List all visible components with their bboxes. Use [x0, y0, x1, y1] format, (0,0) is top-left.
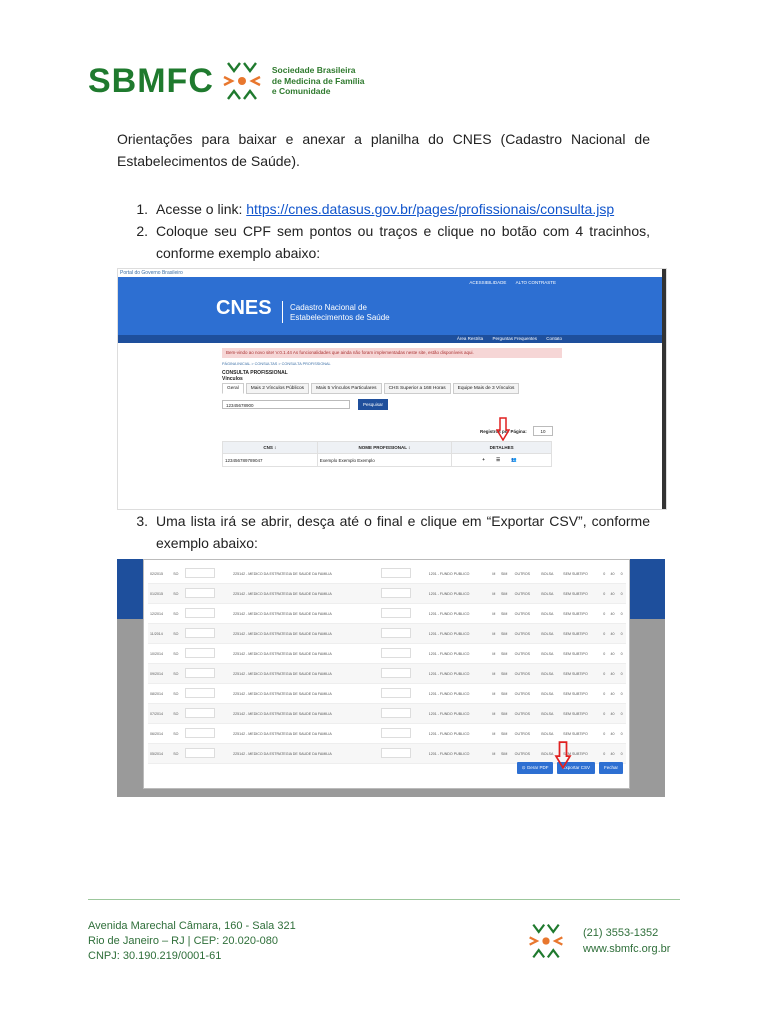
step-text: Acesse o link: [156, 201, 247, 217]
table-cell: SIM [499, 644, 513, 664]
table-cell: 0 [601, 624, 608, 644]
cnes-navbar [118, 335, 666, 343]
table-cell: 225142 - MEDICO DA ESTRATEGIA DE SAUDE DA FAMILIA [231, 664, 379, 684]
table-cell: SEM SUBTIPO [561, 724, 601, 744]
table-cell: 0 [601, 744, 608, 764]
page-heading [222, 370, 288, 382]
table-cell: SEM SUBTIPO [561, 604, 601, 624]
cpf-input[interactable]: 12345678900 [222, 400, 350, 409]
col-cns[interactable]: CNS ↕ [223, 442, 318, 454]
table-cell: 0 [619, 584, 626, 604]
table-cell: SO [171, 624, 183, 644]
table-cell: BOLSA [539, 644, 561, 664]
table-cell: OUTROS [513, 704, 540, 724]
table-cell: 225142 - MEDICO DA ESTRATEGIA DE SAUDE DA FAMILIA [231, 644, 379, 664]
table-cell: 1201 - FUNDO PUBLICO [427, 624, 491, 644]
table-cell: 40 [608, 624, 618, 644]
table-cell: 225142 - MEDICO DA ESTRATEGIA DE SAUDE DA FAMILIA [231, 744, 379, 764]
readonly-box [185, 748, 215, 758]
nav-faq[interactable]: Perguntas Frequentes [492, 336, 537, 341]
website-link[interactable]: www.sbmfc.org.br [583, 943, 671, 955]
table-cell: 225142 - MEDICO DA ESTRATEGIA DE SAUDE DA FAMILIA [231, 724, 379, 744]
table-cell: OUTROS [513, 684, 540, 704]
table-cell: BOLSA [539, 624, 561, 644]
table-cell: 0 [619, 564, 626, 584]
table-row [148, 624, 626, 644]
cnes-title-line: Cadastro Nacional de [290, 303, 367, 312]
table-cell: 0 [619, 624, 626, 644]
cell-name: Exemplo Exemplo Exemplo [317, 454, 452, 467]
tab-chs[interactable]: CHS Superior a 168 Horas [384, 383, 451, 394]
steps-list [117, 198, 650, 264]
readonly-box [185, 568, 215, 578]
tab-equipe[interactable]: Equipe Mais de 3 Vínculos [453, 383, 520, 394]
table-row [148, 664, 626, 684]
table-cell: 225142 - MEDICO DA ESTRATEGIA DE SAUDE DA FAMILIA [231, 584, 379, 604]
table-cell: M [490, 564, 499, 584]
table-row [148, 584, 626, 604]
table-cell: 0 [619, 744, 626, 764]
table-cell: OUTROS [513, 584, 540, 604]
table-cell: 40 [608, 744, 618, 764]
table-cell: SO [171, 604, 183, 624]
table-cell: BOLSA [539, 684, 561, 704]
table-cell: SO [171, 724, 183, 744]
input-cell [183, 724, 231, 744]
table-cell: SIM [499, 744, 513, 764]
table-cell: OUTROS [513, 724, 540, 744]
table-cell: 40 [608, 724, 618, 744]
table-cell: BOLSA [539, 564, 561, 584]
table-cell: SEM SUBTIPO [561, 744, 601, 764]
table-cell: BOLSA [539, 704, 561, 724]
table-cell: 1201 - FUNDO PUBLICO [427, 564, 491, 584]
export-screenshot [117, 559, 665, 797]
address-line: CNPJ: 30.190.219/0001-61 [88, 950, 222, 962]
input-cell [183, 604, 231, 624]
address-line: Rio de Janeiro – RJ | CEP: 20.020-080 [88, 935, 278, 947]
table-cell: SO [171, 704, 183, 724]
table-cell: 1201 - FUNDO PUBLICO [427, 724, 491, 744]
cnes-link[interactable]: https://cnes.datasus.gov.br/pages/profissionais/consulta.jsp [246, 201, 615, 217]
step-number: 3. [136, 513, 148, 529]
address-line: Avenida Marechal Câmara, 160 - Sala 321 [88, 920, 296, 932]
vinculos-tabs [222, 383, 521, 394]
input-cell [183, 744, 231, 764]
table-cell: 1201 - FUNDO PUBLICO [427, 644, 491, 664]
readonly-box [381, 628, 411, 638]
input-cell [379, 664, 427, 684]
table-cell: 0 [601, 704, 608, 724]
tab-geral[interactable]: Geral [222, 383, 244, 394]
input-cell [183, 584, 231, 604]
table-cell: OUTROS [513, 604, 540, 624]
table-cell: SO [171, 584, 183, 604]
step-2 [117, 220, 650, 264]
table-cell: BOLSA [539, 664, 561, 684]
table-cell: 0 [601, 604, 608, 624]
table-cell: 225142 - MEDICO DA ESTRATEGIA DE SAUDE DA FAMILIA [231, 564, 379, 584]
step-1 [117, 198, 650, 220]
table-cell: 40 [608, 684, 618, 704]
cnes-logo: CNES [216, 297, 272, 319]
table-cell: BOLSA [539, 604, 561, 624]
table-cell: 05/2014 [148, 744, 171, 764]
table-cell: M [490, 644, 499, 664]
table-row [148, 564, 626, 584]
input-cell [183, 564, 231, 584]
table-cell: OUTROS [513, 624, 540, 644]
input-cell [183, 684, 231, 704]
table-cell: SIM [499, 724, 513, 744]
tab-particulares[interactable]: Mais 5 Vínculos Particulares [311, 383, 382, 394]
table-cell: 1201 - FUNDO PUBLICO [427, 664, 491, 684]
table-row [223, 454, 552, 467]
readonly-box [185, 588, 215, 598]
table-cell: M [490, 624, 499, 644]
table-cell: 0 [619, 604, 626, 624]
readonly-box [185, 688, 215, 698]
table-cell: 0 [601, 724, 608, 744]
footer-divider [88, 899, 680, 900]
input-cell [379, 564, 427, 584]
table-cell: M [490, 584, 499, 604]
table-cell: 0 [619, 704, 626, 724]
gov-strip[interactable]: Portal do Governo Brasileiro [120, 270, 183, 276]
cnes-banner [118, 277, 666, 335]
nav-contact[interactable]: Contato [546, 336, 562, 341]
breadcrumb: PÁGINA INICIAL > CONSULTAS > CONSULTA PROFISSIONAL [222, 362, 331, 366]
table-cell: SEM SUBTIPO [561, 684, 601, 704]
step-number: 2. [136, 223, 148, 239]
readonly-box [381, 568, 411, 578]
table-cell: SO [171, 684, 183, 704]
readonly-box [381, 688, 411, 698]
table-cell: 1201 - FUNDO PUBLICO [427, 604, 491, 624]
table-cell: 0 [601, 664, 608, 684]
col-name[interactable]: NOME PROFISSIONAL ↕ [317, 442, 452, 454]
table-cell: 225142 - MEDICO DA ESTRATEGIA DE SAUDE DA FAMILIA [231, 624, 379, 644]
steps-list-continued [117, 510, 650, 554]
table-cell: OUTROS [513, 564, 540, 584]
table-cell: SO [171, 644, 183, 664]
readonly-box [185, 668, 215, 678]
logo-subtitle [272, 65, 365, 97]
generate-pdf-button[interactable]: ⊙ Gerar PDF [517, 762, 554, 774]
input-cell [183, 644, 231, 664]
input-cell [379, 704, 427, 724]
table-cell: 12/2014 [148, 604, 171, 624]
table-cell: M [490, 744, 499, 764]
logo-divider [282, 301, 283, 323]
cnes-content [118, 343, 666, 509]
table-cell: OUTROS [513, 644, 540, 664]
readonly-box [381, 728, 411, 738]
table-cell: 1201 - FUNDO PUBLICO [427, 584, 491, 604]
table-cell: 40 [608, 704, 618, 724]
table-cell: 08/2014 [148, 684, 171, 704]
footer-contact [583, 925, 670, 957]
table-cell: 40 [608, 564, 618, 584]
table-cell: 40 [608, 584, 618, 604]
table-cell: OUTROS [513, 744, 540, 764]
heading-line: CONSULTA PROFISSIONAL [222, 370, 288, 376]
logo-sub-line: Sociedade Brasileira [271, 65, 356, 76]
logo-sub-line: e Comunidade [271, 86, 331, 97]
input-cell [379, 624, 427, 644]
table-row [148, 704, 626, 724]
table-cell: 07/2014 [148, 704, 171, 724]
input-cell [379, 684, 427, 704]
input-cell [379, 604, 427, 624]
nav-restricted[interactable]: Área Restrita [456, 336, 484, 341]
readonly-box [185, 628, 215, 638]
table-cell: SIM [499, 684, 513, 704]
table-cell: 225142 - MEDICO DA ESTRATEGIA DE SAUDE DA FAMILIA [231, 604, 379, 624]
cell-cns: 123456789789047 [223, 454, 318, 467]
readonly-box [381, 608, 411, 618]
readonly-box [381, 748, 411, 758]
table-row [148, 684, 626, 704]
footer-address [88, 919, 296, 964]
intro-paragraph: Orientações para baixar e anexar a planilha do CNES (Cadastro Nacional de Estabelecimentos de Saúde). [117, 131, 650, 169]
step-text: Coloque seu CPF sem pontos ou traços e clique no botão com 4 tracinhos, conforme exemplo abaixo: [156, 223, 650, 261]
table-cell: 0 [601, 684, 608, 704]
table-cell: SIM [499, 584, 513, 604]
table-cell: SO [171, 664, 183, 684]
table-cell: SEM SUBTIPO [561, 584, 601, 604]
input-cell [379, 744, 427, 764]
phone-number: (21) 3553-1352 [583, 927, 659, 939]
readonly-box [185, 728, 215, 738]
table-cell: SIM [499, 564, 513, 584]
input-cell [183, 624, 231, 644]
contrast-link[interactable]: ALTO CONTRASTE [515, 280, 556, 285]
table-cell: 40 [608, 604, 618, 624]
input-cell [183, 664, 231, 684]
table-cell: SEM SUBTIPO [561, 624, 601, 644]
table-cell: 06/2014 [148, 724, 171, 744]
table-cell: SIM [499, 704, 513, 724]
heading-line: Vínculos [222, 376, 243, 382]
table-cell: BOLSA [539, 724, 561, 744]
table-row [148, 644, 626, 664]
table-cell: 1201 - FUNDO PUBLICO [427, 704, 491, 724]
red-arrow-icon [496, 417, 510, 441]
table-cell: 11/2014 [148, 624, 171, 644]
readonly-box [381, 668, 411, 678]
welcome-alert: Bem-vindo ao novo site! V.0.1.44 As funcionalidades que ainda não foram implementadas neste site, estão disponíveis aqui. [222, 348, 562, 358]
table-cell: 0 [601, 584, 608, 604]
readonly-box [185, 708, 215, 718]
vinculos-table [148, 564, 626, 764]
professionals-table [222, 441, 552, 467]
table-cell: M [490, 664, 499, 684]
search-button[interactable]: Pesquisar [358, 399, 388, 410]
readonly-box [381, 708, 411, 718]
readonly-box [381, 648, 411, 658]
step-text: Uma lista irá se abrir, desça até o final e clique em “Exportar CSV”, conforme exemplo abaixo: [156, 513, 650, 551]
table-cell: SEM SUBTIPO [561, 664, 601, 684]
sbmfc-emblem-icon [220, 59, 264, 103]
table-cell: BOLSA [539, 584, 561, 604]
table-cell: 1201 - FUNDO PUBLICO [427, 744, 491, 764]
table-cell: 0 [601, 564, 608, 584]
table-cell: 0 [619, 644, 626, 664]
top-links [461, 280, 556, 285]
tab-publicos[interactable]: Mais 2 Vínculos Públicos [246, 383, 309, 394]
readonly-box [185, 608, 215, 618]
details-buttons[interactable]: + ☰ 👥 [452, 454, 552, 467]
close-button[interactable]: Fechar [599, 762, 623, 774]
accessibility-link[interactable]: ACESSIBILIDADE [469, 280, 507, 285]
table-cell: M [490, 704, 499, 724]
table-cell: SIM [499, 604, 513, 624]
step-3 [117, 510, 650, 554]
table-cell: 09/2014 [148, 664, 171, 684]
logo-sub-line: de Medicina de Família [271, 75, 365, 86]
red-arrow-icon [554, 741, 572, 769]
cnes-title-line: Estabelecimentos de Saúde [290, 313, 390, 322]
step-number: 1. [136, 201, 148, 217]
per-page-select[interactable]: 10 [533, 426, 553, 436]
table-cell: SIM [499, 624, 513, 644]
readonly-box [381, 588, 411, 598]
input-cell [379, 644, 427, 664]
input-cell [183, 704, 231, 724]
table-cell: 225142 - MEDICO DA ESTRATEGIA DE SAUDE DA FAMILIA [231, 684, 379, 704]
input-cell [379, 724, 427, 744]
table-cell: SEM SUBTIPO [561, 644, 601, 664]
table-cell: 01/2015 [148, 584, 171, 604]
col-details: DETALHES [452, 442, 552, 454]
table-cell: SEM SUBTIPO [561, 704, 601, 724]
table-cell: SEM SUBTIPO [561, 564, 601, 584]
table-cell: 02/2015 [148, 564, 171, 584]
cnes-screenshot [117, 268, 667, 510]
table-cell: M [490, 684, 499, 704]
table-cell: 0 [619, 684, 626, 704]
table-cell: 1201 - FUNDO PUBLICO [427, 684, 491, 704]
table-cell: 40 [608, 644, 618, 664]
table-cell: 40 [608, 664, 618, 684]
sbmfc-logo [88, 58, 364, 104]
table-cell: BOLSA [539, 744, 561, 764]
table-cell: 0 [619, 724, 626, 744]
cnes-title [290, 303, 390, 323]
table-cell: 10/2014 [148, 644, 171, 664]
table-cell: 0 [619, 664, 626, 684]
table-cell: OUTROS [513, 664, 540, 684]
table-cell: SO [171, 564, 183, 584]
scrollbar[interactable] [662, 269, 666, 509]
readonly-box [185, 648, 215, 658]
table-cell: 0 [601, 644, 608, 664]
table-cell: SO [171, 744, 183, 764]
table-cell: SIM [499, 664, 513, 684]
table-row [148, 604, 626, 624]
table-cell: M [490, 604, 499, 624]
per-page-label: Registros por Página: [480, 429, 527, 434]
table-cell: M [490, 724, 499, 744]
logo-wordmark: SBMFC [88, 61, 214, 100]
input-cell [379, 584, 427, 604]
export-csv-button[interactable]: Exportar CSV [557, 762, 595, 774]
table-cell: 225142 - MEDICO DA ESTRATEGIA DE SAUDE DA FAMILIA [231, 704, 379, 724]
sbmfc-emblem-icon [526, 921, 566, 961]
